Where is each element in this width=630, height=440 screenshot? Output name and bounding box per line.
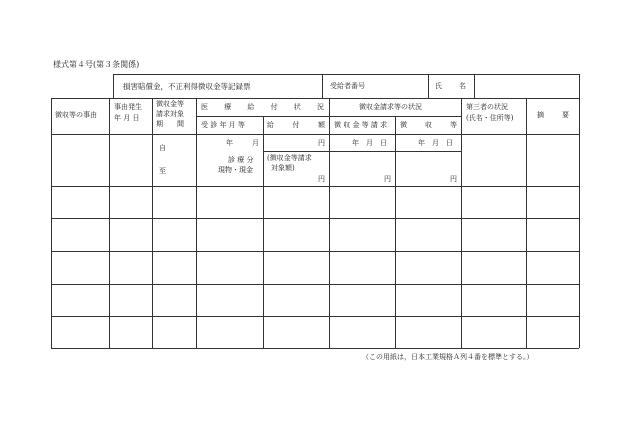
name-value[interactable]: [475, 75, 578, 97]
header-medical-status: 医 療 給 付 状 況: [201, 103, 324, 111]
header-third-party-line1: 第三者の状況: [466, 103, 508, 111]
header-cause-date-line1: 事由発生: [114, 103, 142, 111]
collect-date: 年 月 日: [418, 139, 453, 147]
claim-yen-unit: 円: [384, 175, 391, 183]
header-collection-reason: 徴収等の事由: [55, 111, 97, 119]
name-label-last: 名: [459, 82, 466, 90]
exam-type-line1: 診 療 分: [228, 156, 254, 164]
header-cause-date-line2: 年 月 日: [114, 114, 140, 122]
period-to-label: 至: [159, 167, 166, 175]
benefit-sub-note-line1: (徴収金等請求: [267, 154, 312, 162]
benefit-yen-unit: 円: [318, 139, 325, 147]
recipient-number-label: 受給者番号: [330, 82, 365, 90]
header-benefit-amount: 給 付 額: [267, 121, 325, 129]
header-claim-period-line3: 期 間: [156, 120, 184, 128]
period-from-label: 自: [159, 144, 166, 152]
header-claim-period-line1: 徴収金等: [156, 100, 184, 108]
form-title: 損害賠償金，不正利得徴収金等記録票: [123, 82, 251, 91]
header-exam-year-month: 受 診 年 月 等: [201, 121, 245, 129]
header-collect: 徴 収 等: [400, 121, 457, 129]
exam-month: 月: [252, 139, 259, 147]
benefit-sub-note-line2: 対象額): [271, 164, 295, 172]
header-claim-amount: 徴 収 金 等 請 求: [334, 121, 388, 129]
header-claim-period-line2: 請求対象: [156, 110, 184, 118]
recipient-number-value[interactable]: [374, 75, 427, 97]
footer-note: （この用紙は，日本工業規格Ａ列４番を標準とする。）: [362, 353, 534, 361]
form-id: 様式第４号(第３条関係): [53, 60, 140, 69]
exam-type-line2: 現物・現金: [218, 166, 253, 174]
exam-year: 年: [226, 139, 233, 147]
benefit-sub-yen-unit: 円: [318, 175, 325, 183]
header-third-party-line2: (氏名・住所等): [466, 114, 514, 122]
header-claim-status: 徴収金請求等の状況: [359, 103, 422, 111]
claim-date: 年 月 日: [352, 139, 387, 147]
collect-yen-unit: 円: [450, 175, 457, 183]
name-label-first: 氏: [435, 82, 442, 90]
header-remarks: 摘 要: [537, 111, 569, 119]
